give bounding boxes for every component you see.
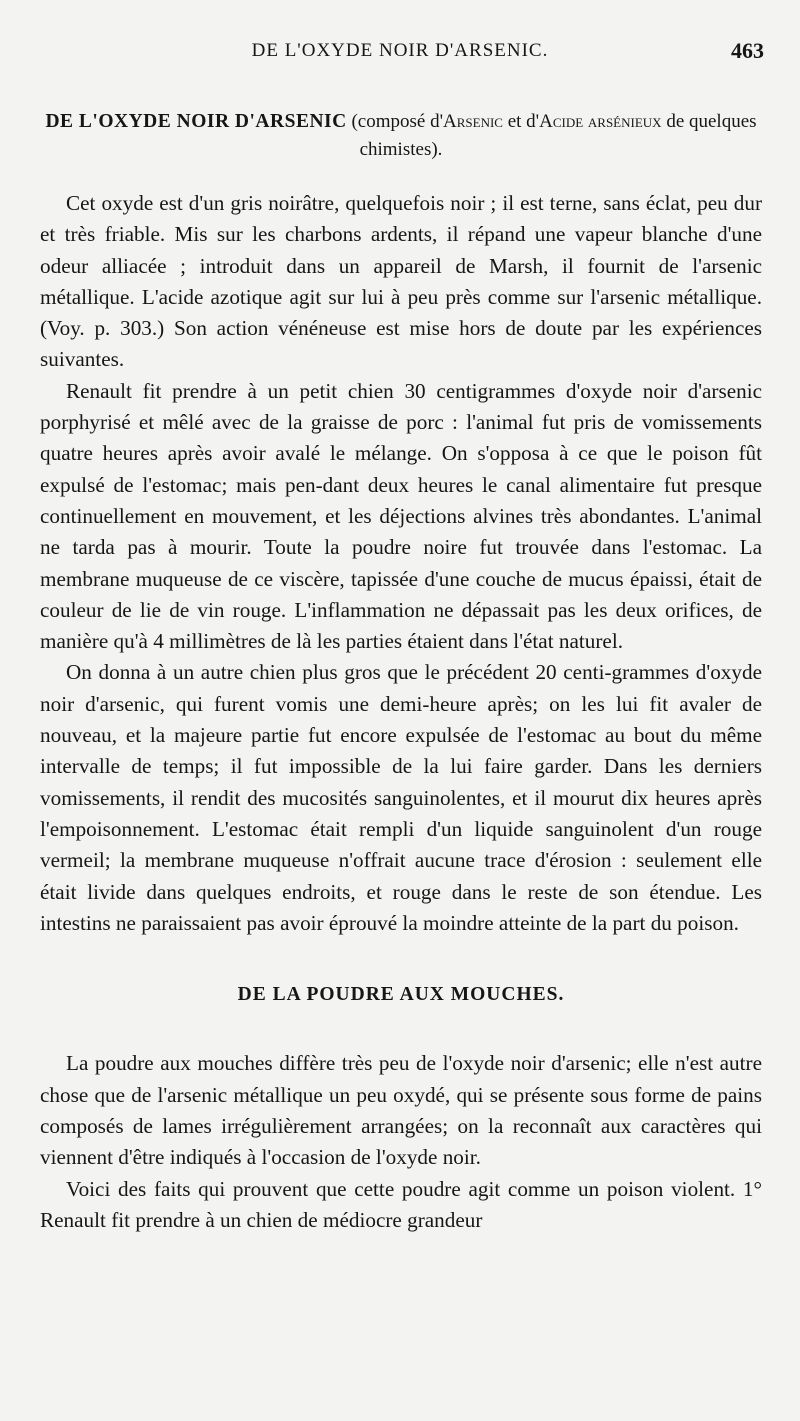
- section-heading-title: DE L'OXYDE NOIR D'ARSENIC: [45, 111, 347, 132]
- paragraph: La poudre aux mouches diffère très peu de l'oxyde noir d'arsenic; elle n'est autre chose que de l'arsenic métallique un peu oxydé, qui se présente sous forme de pains composés de lames irrégulièrement arrangées; on la reconnaît aux caractères qui viennent d'être indiqués à l'occasion de l'oxyde noir.: [40, 1051, 762, 1170]
- running-title: DE L'OXYDE NOIR D'ARSENIC.: [251, 40, 549, 61]
- section-heading-text-2: et d': [502, 111, 540, 132]
- page-header: [0, 38, 800, 68]
- paragraph: Renault fit prendre à un petit chien 30 centigrammes d'oxyde noir d'arsenic porphyrisé et mêlé avec de la graisse de porc : l'animal fut pris de vomissements quatre heures après avoir avalé le mélange. On s'opposa à ce que le poison fût expulsé de l'estomac; mais pen-dant deux heures le canal alimentaire fut presque continuellement en mouvement, et les déjections alvines très abondantes. L'animal ne tarda pas à mourir. Toute la poudre noire fut trouvée dans l'estomac. La membrane muqueuse de ce viscère, tapissée d'une couche de mucus épaissi, était de couleur de lie de vin rouge. L'inflammation ne dépassait pas les deux orifices, de manière qu'à 4 millimètres de là les parties étaient dans l'état naturel.: [40, 378, 762, 654]
- paragraph: Cet oxyde est d'un gris noirâtre, quelquefois noir ; il est terne, sans éclat, peu dur et très friable. Mis sur les charbons ardents, il répand une vapeur blanche d'une odeur alliacée ; introduit dans un appareil de Marsh, il fournit de l'arsenic métallique. L'acide azotique agit sur lui à peu près comme sur l'arsenic métallique. (Voy. p. 303.) Son action vénéneuse est mise hors de doute par les expériences suivantes.: [40, 191, 762, 372]
- section-heading-text-1: (composé d': [346, 111, 443, 132]
- paragraph: On donna à un autre chien plus gros que le précédent 20 centi-grammes d'oxyde noir d'arsenic, qui furent vomis une demi-heure après; on les lui fit avaler de nouveau, et la majeure partie fut encore expulsée de l'estomac au bout du même intervalle de temps; il fut impossible de la lui faire garder. Dans les derniers vomissements, il rendit des mucosités sanguinolentes, et il mourut dix heures après l'empoisonnement. L'estomac était rempli d'un liquide sanguinolent d'un rouge vermeil; la membrane muqueuse n'offrait aucune trace d'érosion : seulement elle était livide dans quelques endroits, et rouge dans le reste de son étendue. Les intestins ne paraissaient pas avoir éprouvé la moindre atteinte de la part du poison.: [40, 660, 762, 935]
- paragraph: Voici des faits qui prouvent que cette poudre agit comme un poison violent. 1° Renault fit prendre à un chien de médiocre grandeur: [40, 1176, 762, 1232]
- page-body: [40, 108, 762, 1236]
- page-number: 463: [731, 38, 764, 63]
- section-heading-arsenic: Arsenic: [443, 111, 503, 132]
- section-spacer: [40, 939, 762, 979]
- section-heading-acide: Acide arsénieux: [539, 111, 662, 132]
- section-heading-oxyde-noir: [40, 108, 762, 164]
- section-heading-poudre-aux-mouches: DE LA POUDRE AUX MOUCHES.: [237, 984, 565, 1006]
- section-heading-text-3: de quelques chimistes).: [359, 111, 757, 160]
